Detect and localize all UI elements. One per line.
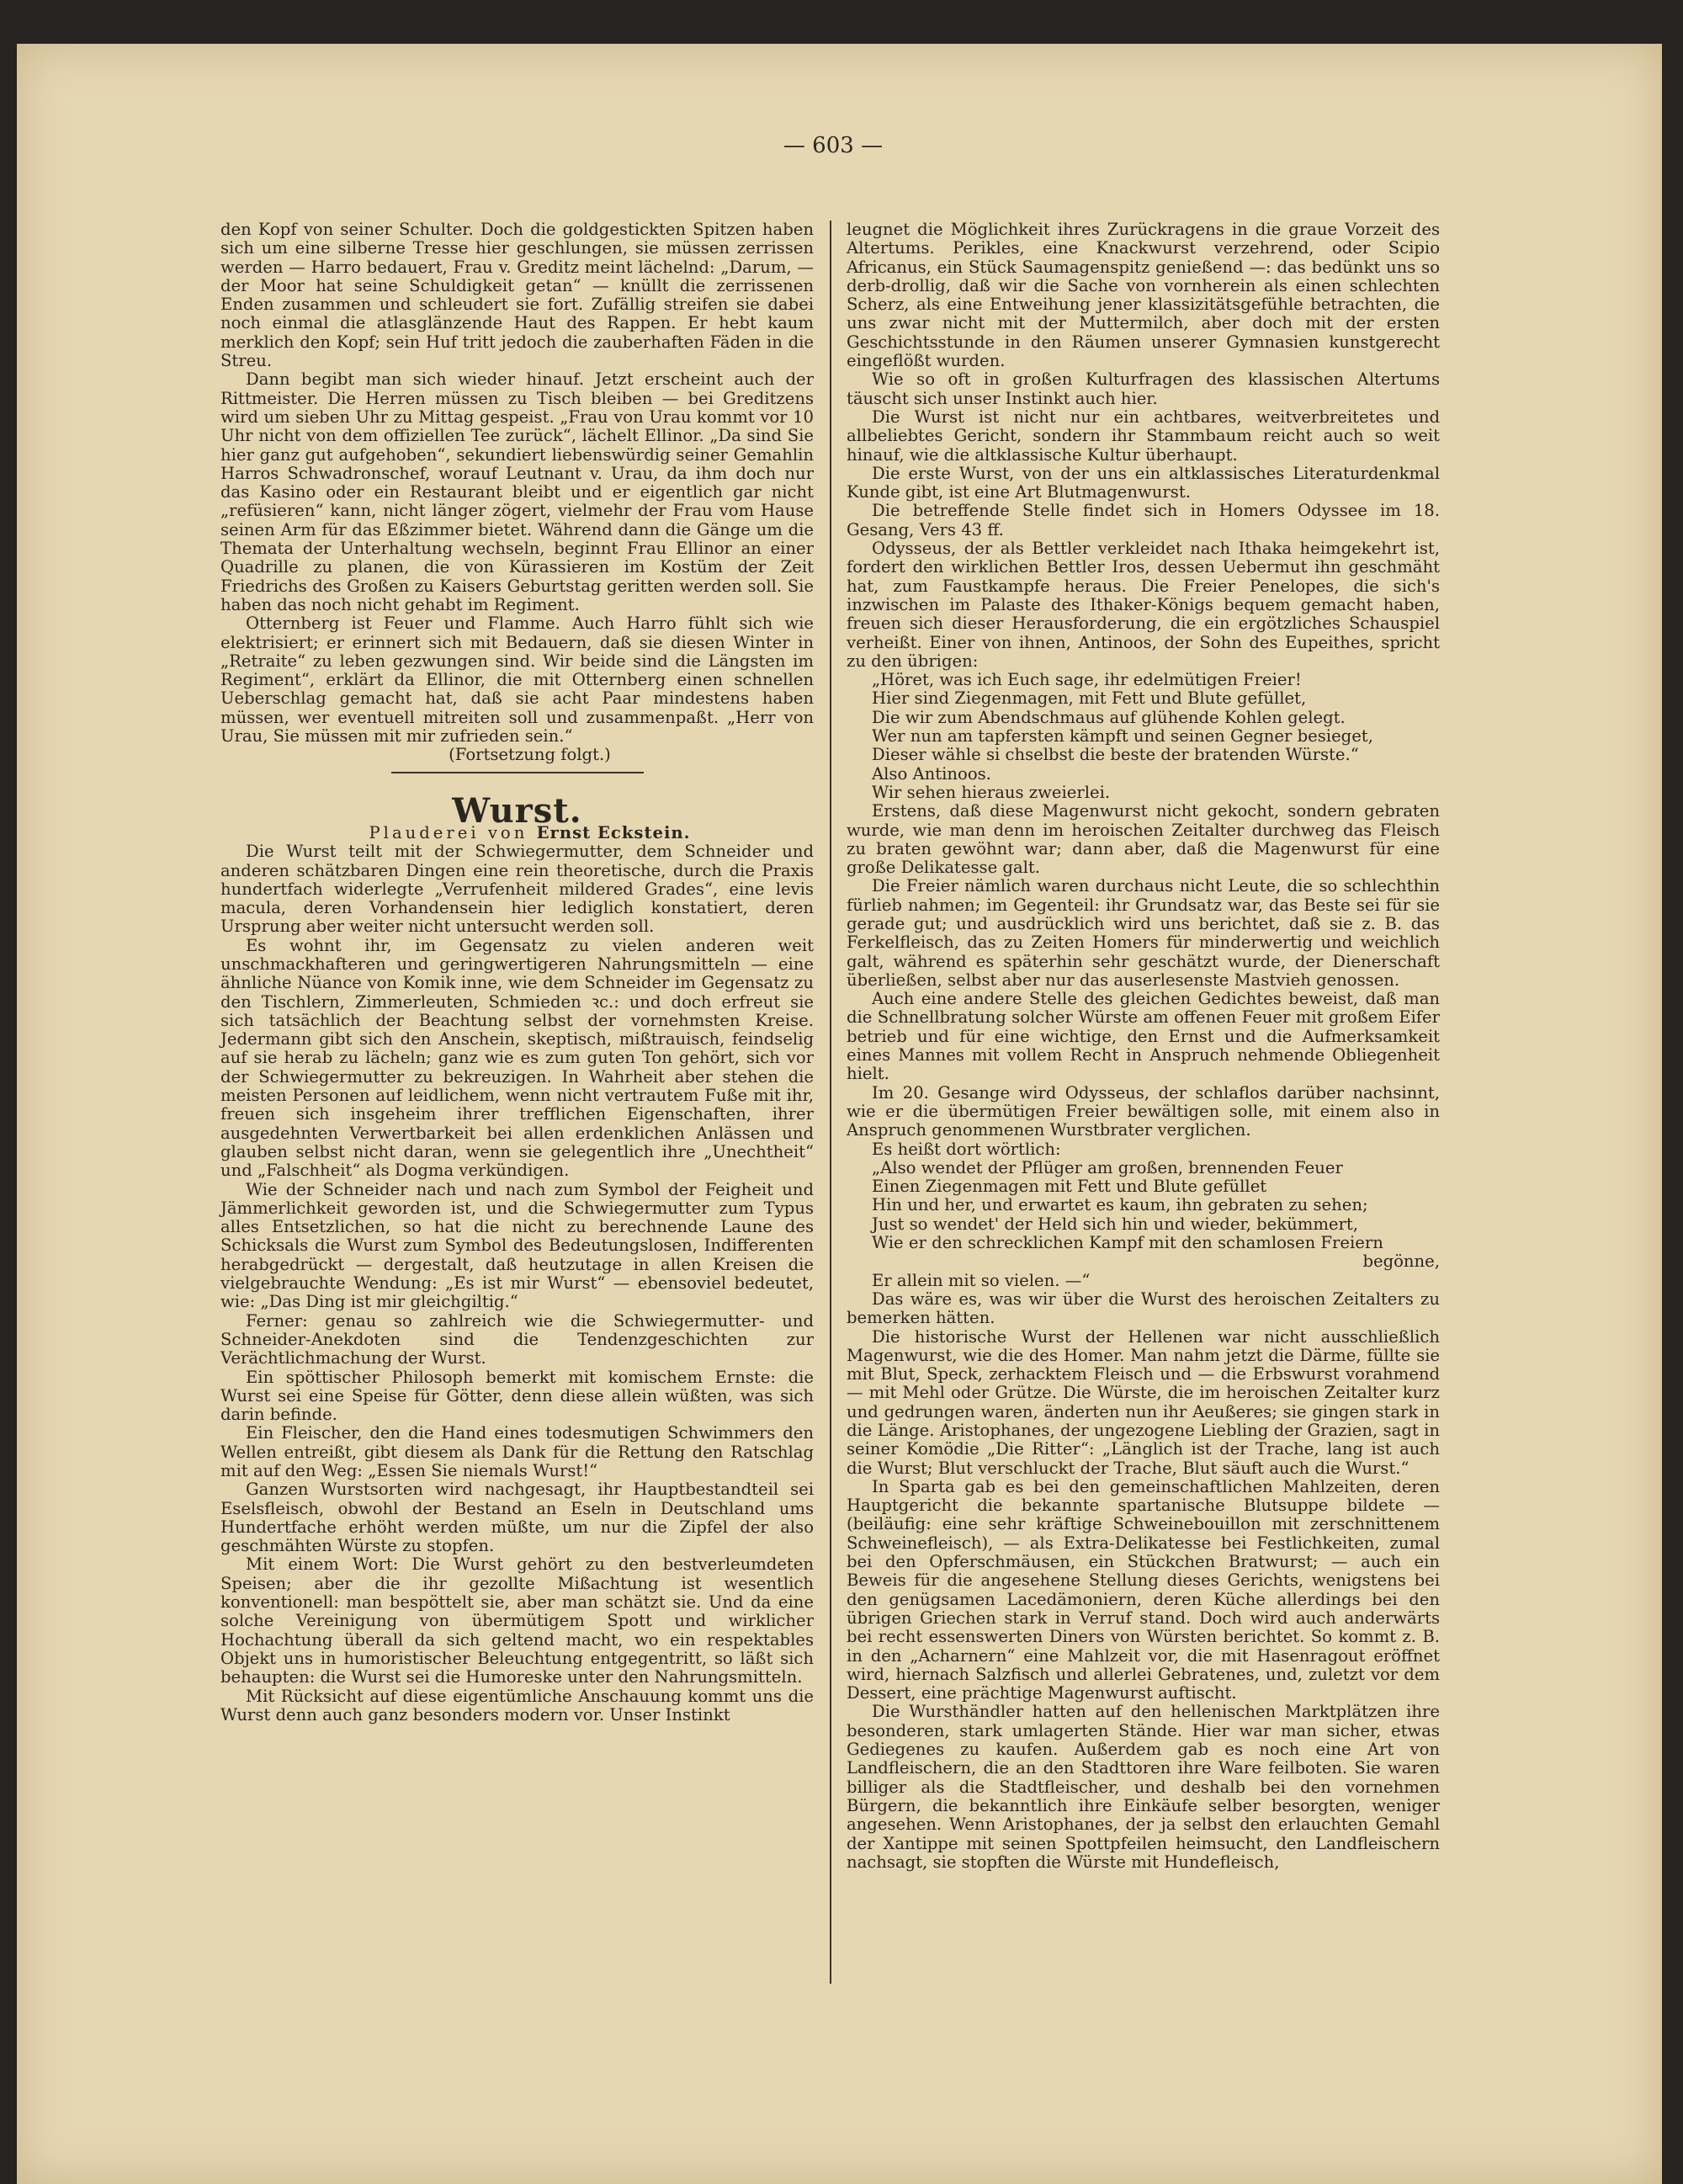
page-number: — 603 — (783, 133, 884, 158)
article-paragraph: Die historische Wurst der Hellenen war nicht ausschließlich Magenwurst, wie die des Homer. Man nahm jetzt die Därme, füllte sie mit Blut, Speck, zerhacktem Fleisch und — die Erbswurst vorahmend — mit Mehl oder Grütze. Die Würste, die im heroischen Zeitalter kurz und gedrungen waren, änderten nun ihr Aeußeres; sie gingen stark in die Länge. Aristophanes, der ungezogene Liebling der Grazien, sagt in seiner Komödie „Die Ritter“: „Länglich ist der Trache, lang ist auch die Wurst; Blut verschluckt der Trache, Blut säuft auch die Wurst.“ (847, 1326, 1440, 1478)
verse-line: Einen Ziegenmagen mit Fett und Blute gefüllet (872, 1177, 1267, 1197)
article-paragraph: Odysseus, der als Bettler verkleidet nach Ithaka heimgekehrt ist, fordert den wirklichen Bettler Iros, dessen Uebermut ihn geschmäht hat, zum Faustkampfe heraus. Die Freier Penelopes, die sich's inzwischen im Palaste des Ithaker-Königs bequem gemacht haben, freuen sich dieser Herausforderung, die ein ergötzliches Schauspiel verheißt. Einer von ihnen, Antinoos, der Sohn des Eupeithes, spricht zu den übrigen: (847, 539, 1440, 671)
article-paragraph: Die betreffende Stelle findet sich in Homers Odyssee im 18. Gesang, Vers 43 ff. (847, 501, 1440, 539)
left-column (220, 221, 814, 1724)
article-paragraph: Auch eine andere Stelle des gleichen Gedichtes beweist, daß man die Schnellbratung solcher Würste am offenen Feuer mit großem Eifer betrieb und für eine wichtige, den Ernst und die Aufmerksamkeit eines Mannes mit vollem Recht in Anspruch nehmende Obliegenheit hielt. (847, 989, 1440, 1084)
article-paragraph: Mit Rücksicht auf diese eigentümliche Anschauung kommt uns die Wurst denn auch ganz besonders modern vor. Unser Instinkt (220, 1686, 814, 1724)
verse-line: Wie er den schrecklichen Kampf mit den schamlosen Freiern (872, 1233, 1383, 1253)
article-paragraph: Ferner: genau so zahlreich wie die Schwiegermutter- und Schneider-Anekdoten sind die Tendenzgeschichten zur Verächtlichmachung der Wurst. (220, 1310, 814, 1368)
verse-line: Die wir zum Abendschmaus auf glühende Kohlen gelegt. (872, 707, 1346, 727)
article-paragraph: Die Wurst ist nicht nur ein achtbares, weitverbreitetes und allbeliebtes Gericht, sondern ihr Stammbaum reicht auch so weit hinauf, wie die altklassische Kultur überhaupt. (847, 407, 1440, 465)
article-paragraph: Wie der Schneider nach und nach zum Symbol der Feigheit und Jämmerlichkeit geworden ist, und die Schwiegermutter zum Typus alles Entsetzlichen, so hat die nicht zu berechnende Laune des Schicksals die Wurst zum Symbol des Bedeutungslosen, Indifferenten herabgedrückt — dergestalt, daß heutzutage in allen Kreisen die vielgebrauchte Wendung: „Es ist mir Wurst“ — ebensoviel bedeutet, wie: „Das Ding ist mir gleichgiltig.“ (220, 1179, 814, 1312)
column-divider (830, 221, 831, 1984)
article-paragraph: Die erste Wurst, von der uns ein altklassisches Literaturdenkmal Kunde gibt, ist eine Art Blutmagenwurst. (847, 463, 1440, 502)
continuation-note: (Fortsetzung folgt.) (449, 745, 611, 765)
serial-paragraph: den Kopf von seiner Schulter. Doch die goldgestickten Spitzen haben sich um eine silberne Tresse hier geschlungen, sie müssen zerrissen werden — Harro bedauert, Frau v. Greditz meint lächelnd: „Darum, — der Moor hat seine Schuldigkeit getan“ — knüllt die zerrissenen Enden zusammen und schleudert sie fort. Zufällig streifen sie dabei noch einmal die atlasglänzende Haut des Rappen. Er hebt kaum merklich den Kopf; sein Huf tritt jedoch die zauberhaften Fäden in die Streu. (220, 220, 814, 371)
byline-author: Ernst Eckstein. (536, 822, 691, 842)
article-paragraph: Ganzen Wurstsorten wird nachgesagt, ihr Hauptbestandteil sei Eselsfleisch, obwohl der Bestand an Eseln in Deutschland ums Hundertfache erhöht werden müßte, um nur die Zipfel der also geschmähten Würste zu stopfen. (220, 1480, 814, 1556)
article-paragraph: Mit einem Wort: Die Wurst gehört zu den bestverleumdeten Speisen; aber die ihr gezollte Mißachtung ist wesentlich konventionell: man bespöttelt sie, aber man schätzt sie. Und da eine solche Vereinigung von übermütigem Spott und wirklicher Hochachtung überall da sich geltend macht, wo ein respektables Objekt uns in humoristischer Beleuchtung entgegentritt, so läßt sich behaupten: die Wurst sei die Humoreske unter den Nahrungsmitteln. (220, 1554, 814, 1687)
verse-line: Er allein mit so vielen. —“ (872, 1270, 1091, 1290)
verse-line: Wer nun am tapfersten kämpft und seinen Gegner besieget, (872, 726, 1373, 747)
article-paragraph: Die Freier nämlich waren durchaus nicht Leute, die so schlechthin fürlieb nahmen; im Gegenteil: ihr Grundsatz war, das Beste sei für sie gerade gut; und ausdrücklich wird uns berichtet, daß sie z. B. das Ferkelfleisch, das zu Zeiten Homers für minderwertig und weichlich galt, während es späterhin sehr geschätzt wurde, der Dienerschaft überließen, selbst aber nur das auserlesenste Mastvieh genossen. (847, 876, 1440, 990)
article-headline: Wurst. (452, 790, 582, 831)
article-paragraph: Das wäre es, was wir über die Wurst des heroischen Zeitalters zu bemerken hätten. (847, 1289, 1440, 1328)
article-paragraph: Also Antinoos. (872, 763, 991, 784)
verse-line: Dieser wähle si chselbst die beste der bratenden Würste.“ (872, 745, 1359, 765)
verse-quote (872, 1159, 1440, 1290)
article-paragraph: Im 20. Gesange wird Odysseus, der schlaflos darüber nachsinnt, wie er die übermütigen Freier bewältigen solle, mit einem also in Anspruch genommenen Wurstbrater verglichen. (847, 1082, 1440, 1140)
article-paragraph: Wir sehen hieraus zweierlei. (872, 782, 1111, 802)
article-paragraph: In Sparta gab es bei den gemeinschaftlichen Mahlzeiten, deren Hauptgericht die bekannte spartanische Blutsuppe bildete — (beiläufig: eine sehr kräftige Schweinebouillon mit zerschnittenem Schweinefleisch), — als Extra-Delikatesse bei Festlichkeiten, zumal bei den Opferschmäusen, ein Stückchen Bratwurst; — auch ein Beweis für die angesehene Stellung dieses Gerichts, wenigstens bei den genügsamen Lacedämoniern, deren Küche allerdings bei den übrigen Griechen stark in Verruf stand. Doch wird auch anderwärts bei recht essenswerten Diners von Würsten berichtet. So kommt z. B. in den „Acharnern“ eine Mahlzeit vor, die mit Hasenragout eröffnet wird, hiernach Salzfisch und allerlei Gebratenes, und, zuletzt vor dem Dessert, eine prächtige Magenwurst auftischt. (847, 1476, 1440, 1703)
article-byline (220, 824, 814, 842)
article-paragraph: Es wohnt ihr, im Gegensatz zu vielen anderen weit unschmackhafteren und geringwertigeren Nahrungsmitteln — eine ähnliche Nüance von Komik inne, wie dem Schneider im Gegensatz zu den Tischlern, Zimmerleuten, Schmieden ꝛc.: und doch erfreut sie sich tatsächlich der Beachtung selbst der vornehmsten Kreise. Jedermann gibt sich den Anschein, skeptisch, mißtrauisch, feindselig auf sie herab zu lächeln; ganz wie es zum guten Ton gehört, sich vor der Schwiegermutter zu bekreuzigen. In Wahrheit aber stehen die meisten Personen auf leidlichem, wenn nicht vertrautem Fuße mit ihr, freuen sich insgeheim ihrer trefflichen Eigenschaften, ihrer ausgedehnten Verwertbarkeit bei allen erdenklichen Anlässen und glauben selbst nicht daran, wenn sie gelegentlich ihre „Unechtheit“ und „Falschheit“ als Dogma verkündigen. (220, 935, 814, 1181)
section-divider (391, 772, 644, 773)
article-paragraph: Erstens, daß diese Magenwurst nicht gekocht, sondern gebraten wurde, wie man denn im heroischen Zeitalter durchweg das Fleisch zu braten gewöhnt war; dann aber, daß die Magenwurst für eine große Delikatesse galt. (847, 801, 1440, 878)
verse-line: „Höret, was ich Euch sage, ihr edelmütigen Freier! (872, 670, 1302, 690)
right-column (847, 221, 1440, 1872)
verse-line: Hier sind Ziegenmagen, mit Fett und Blute gefüllet, (872, 688, 1307, 709)
serial-paragraph: Otternberg ist Feuer und Flamme. Auch Harro fühlt sich wie elektrisiert; er erinnert sich mit Bedauern, daß sie diesen Winter in „Retraite“ zu leben gezwungen sind. Wir beide sind die Längsten im Regiment“, erklärt da Ellinor, die mit Otternberg einen schnellen Ueberschlag gemacht hat, daß sie acht Paar mindestens haben müssen, wer eventuell mitreiten soll und zusammenpaßt. „Herr von Urau, Sie müssen mit mir zufrieden sein.“ (220, 614, 814, 747)
article-paragraph: leugnet die Möglichkeit ihres Zurückragens in die graue Vorzeit des Altertums. Perikles, eine Knackwurst verzehrend, oder Scipio Africanus, ein Stück Saumagenspitz genießend —: das bedünkt uns so derb-drollig, daß wir die Sache von vornherein als einen schlechten Scherz, als eine Entweihung jener klassizitätsgefühle betrachten, die uns zwar nicht mit der Muttermilch, aber doch mit der ersten Geschichtsstunde in den Räumen unserer Gymnasien kunstgerecht eingeflößt wurden. (847, 220, 1440, 371)
verse-line: Just so wendet' der Held sich hin und wieder, bekümmert, (872, 1214, 1358, 1234)
article-paragraph: Die Wursthändler hatten auf den hellenischen Marktplätzen ihre besonderen, stark umlagerten Stände. Hier war man sicher, etwas Gediegenes zu kaufen. Außerdem gab es noch eine Art von Landfleischern, die an den Stadttoren ihre Ware feilboten. Sie waren billiger als die Stadtfleischer, und deshalb bei den vornehmen Bürgern, die bekanntlich ihre Einkäufe selber besorgten, weniger angesehen. Wenn Aristophanes, der ja selbst den erlauchten Gemahl der Xantippe mit seinen Spottpfeilen heimsucht, den Landfleischern nachsagt, sie stopften die Würste mit Hundefleisch, (847, 1702, 1440, 1872)
article-paragraph: Ein Fleischer, den die Hand eines todesmutigen Schwimmers den Wellen entreißt, gibt diesem als Dank für die Rettung den Ratschlag mit auf den Weg: „Essen Sie niemals Wurst!“ (220, 1423, 814, 1480)
article-paragraph: Wie so oft in großen Kulturfragen des klassischen Altertums täuscht sich unser Instinkt auch hier. (847, 369, 1440, 408)
verse-line: begönne, (1362, 1251, 1440, 1272)
verse-line: Hin und her, und erwartet es kaum, ihn gebraten zu sehen; (872, 1195, 1368, 1215)
verse-quote (872, 671, 1440, 764)
article-paragraph: Es heißt dort wörtlich: (872, 1139, 1061, 1159)
article-paragraph: Die Wurst teilt mit der Schwiegermutter, dem Schneider und anderen schätzbaren Dingen eine rein theoretische, durch die Praxis hundertfach widerlegte „Verrufenheit mildered Grades“, eine levis macula, deren Vorhandensein hier lediglich konstatiert, deren Ursprung aber weiter nicht untersucht werden soll. (220, 842, 814, 937)
verse-line: „Also wendet der Pflüger am großen, brennenden Feuer (872, 1157, 1343, 1177)
article-paragraph: Ein spöttischer Philosoph bemerkt mit komischem Ernste: die Wurst sei eine Speise für Götter, denn diese allein wüßten, was sich darin befinde. (220, 1367, 814, 1425)
serial-paragraph: Dann begibt man sich wieder hinauf. Jetzt erscheint auch der Rittmeister. Die Herren müssen zu Tisch bleiben — bei Greditzens wird um sieben Uhr zu Mittag gespeist. „Frau von Urau kommt vor 10 Uhr nicht von dem offiziellen Tee zurück“, lächelt Ellinor. „Da sind Sie hier ganz gut aufgehoben“, sekundiert liebenswürdig seiner Gemahlin Harros Schwadronschef, worauf Leutnant v. Urau, da ihm doch nur das Kasino oder ein Restaurant bleibt und er eigentlich gar nicht „refüsieren“ kann, nicht länger zögert, vielmehr der Frau vom Hause seinen Arm für das Eßzimmer bietet. Während dann die Gänge um die Themata der Unterhaltung wechseln, beginnt Frau Ellinor an einer Quadrille zu planen, die von Kürassieren im Kostüm der Zeit Friedrichs des Großen zu Kaisers Geburtstag geritten werden soll. Sie haben das noch nicht gehabt im Regiment. (220, 369, 814, 614)
byline-prefix: Plauderei von (369, 822, 528, 842)
